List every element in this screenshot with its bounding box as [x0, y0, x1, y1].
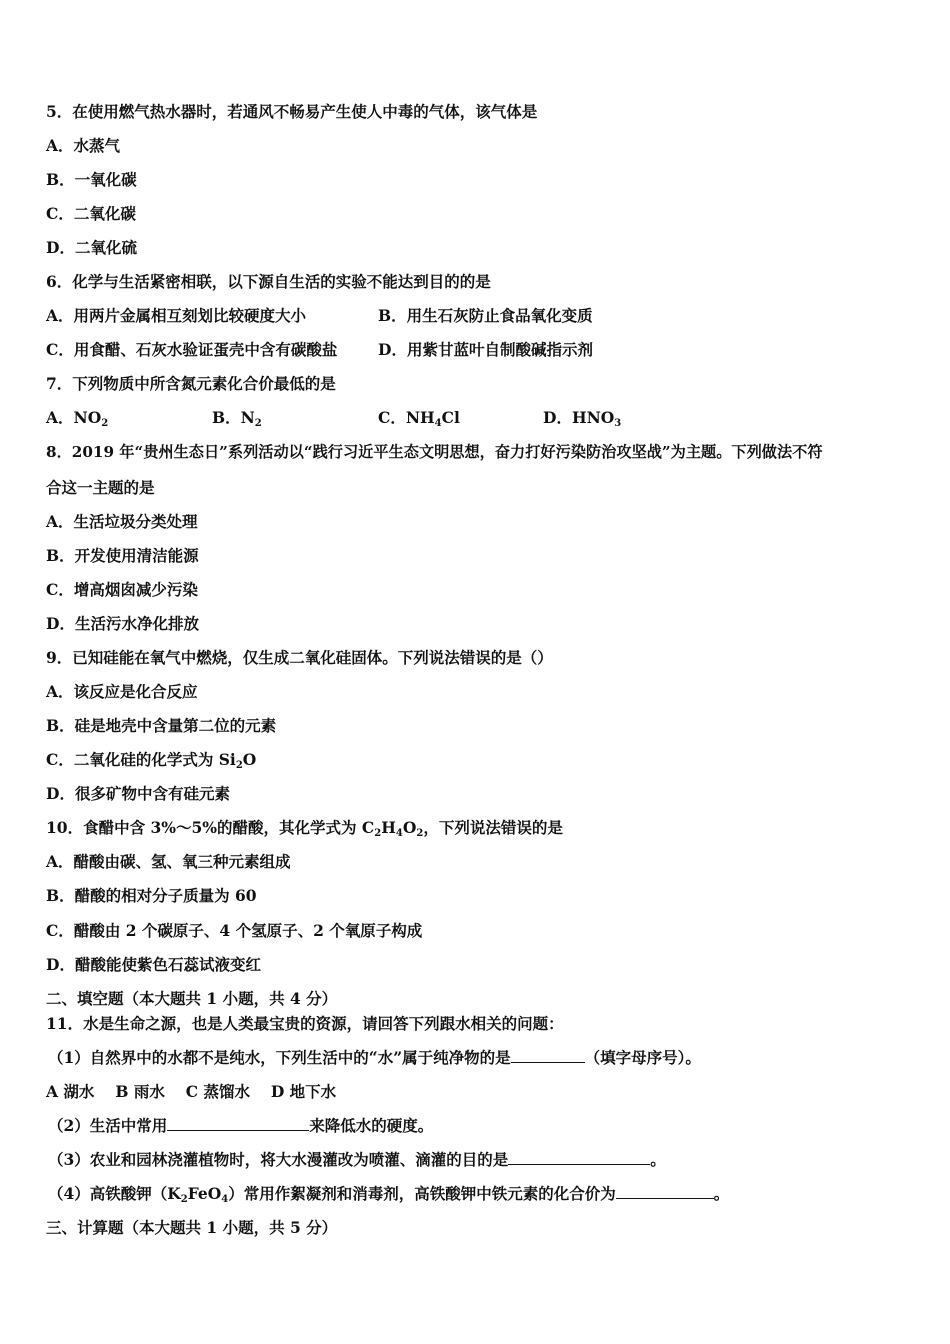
- q8-option-c: C．增高烟囱减少污染: [46, 580, 198, 599]
- q11-stem: 11．水是生命之源，也是人类最宝贵的资源，请回答下列跟水相关的问题：: [46, 1014, 564, 1033]
- q7-stem: 7．下列物质中所含氮元素化合价最低的是: [46, 374, 336, 393]
- q6-option-d: D．用紫甘蓝叶自制酸碱指示剂: [378, 340, 593, 359]
- q11-part-2: （2）生活中常用 来降低水的硬度。: [48, 1116, 434, 1135]
- q11-part-4: （4）高铁酸钾$(K_2FeO_4)$常用作絮凝剂和消毒剂，高铁酸钾中铁元素的化合价为 。: [48, 1184, 730, 1205]
- q10-stem: 10．食醋中含 3%～5%的醋酸，其化学式为 $C_2H_4O_2$，下列说法错误的是: [46, 818, 563, 839]
- q11-part-4-blank[interactable]: [616, 1184, 714, 1199]
- q7-option-a: A．$NO_2$: [46, 408, 109, 429]
- q7-option-d: D．$HNO_3$: [543, 408, 622, 429]
- section-3-heading: 三、计算题（本大题共 1 小题，共 5 分）: [46, 1218, 338, 1237]
- q11-part-1: （1）自然界中的水都不是纯水，下列生活中的“水”属于纯净物的是 （填字母序号）。: [48, 1048, 701, 1067]
- q10-option-a: A．醋酸由碳、氢、氧三种元素组成: [46, 852, 291, 871]
- q7-option-b: B．$N_2$: [212, 408, 262, 429]
- q11-part-3-blank[interactable]: [508, 1150, 650, 1165]
- q11-part-2-blank[interactable]: [167, 1116, 309, 1131]
- q5-stem: 5．在使用燃气热水器时，若通风不畅易产生使人中毒的气体，该气体是: [46, 102, 538, 121]
- q8-option-a: A．生活垃圾分类处理: [46, 512, 198, 531]
- q9-stem: 9．已知硅能在氧气中燃烧，仅生成二氧化硅固体。下列说法错误的是（）: [46, 648, 553, 667]
- section-2-heading: 二、填空题（本大题共 1 小题，共 4 分）: [46, 989, 338, 1008]
- q8-stem-line1: 8．2019 年“贵州生态日”系列活动以“践行习近平生态文明思想，奋力打好污染防治攻坚战”为主题。下列做法不符: [46, 443, 823, 461]
- q5-option-a: A．水蒸气: [46, 136, 121, 155]
- q10-option-d: D．醋酸能使紫色石蕊试液变红: [46, 955, 261, 974]
- q8-option-d: D．生活污水净化排放: [46, 614, 199, 633]
- q8-stem-line2: 合这一主题的是: [46, 478, 155, 497]
- q5-option-d: D．二氧化硫: [46, 238, 137, 257]
- q11-choices: A 湖水 B 雨水 C 蒸馏水 D 地下水: [46, 1082, 337, 1101]
- q7-option-c: C．$NH_4Cl$: [378, 408, 460, 429]
- q9-option-d: D．很多矿物中含有硅元素: [46, 784, 230, 803]
- q9-option-c: C．二氧化硅的化学式为 $Si_2O$: [46, 750, 257, 771]
- q9-option-a: A．该反应是化合反应: [46, 682, 198, 701]
- q8-option-b: B．开发使用清洁能源: [46, 546, 199, 565]
- q10-option-c: C．醋酸由 2 个碳原子、4 个氢原子、2 个氧原子构成: [46, 921, 423, 940]
- q5-option-b: B．一氧化碳: [46, 170, 137, 189]
- q10-option-b: B．醋酸的相对分子质量为 60: [46, 886, 257, 905]
- q11-part-1-blank[interactable]: [511, 1048, 585, 1063]
- q6-option-b: B．用生石灰防止食品氧化变质: [378, 306, 593, 325]
- q9-option-b: B．硅是地壳中含量第二位的元素: [46, 716, 277, 735]
- q5-option-c: C．二氧化碳: [46, 204, 136, 223]
- q6-option-c: C．用食醋、石灰水验证蛋壳中含有碳酸盐: [46, 340, 338, 359]
- q6-option-a: A．用两片金属相互刻划比较硬度大小: [46, 306, 307, 325]
- q11-part-3: （3）农业和园林浇灌植物时，将大水漫灌改为喷灌、滴灌的目的是 。: [48, 1150, 666, 1169]
- q6-stem: 6．化学与生活紧密相联，以下源自生活的实验不能达到目的的是: [46, 272, 491, 291]
